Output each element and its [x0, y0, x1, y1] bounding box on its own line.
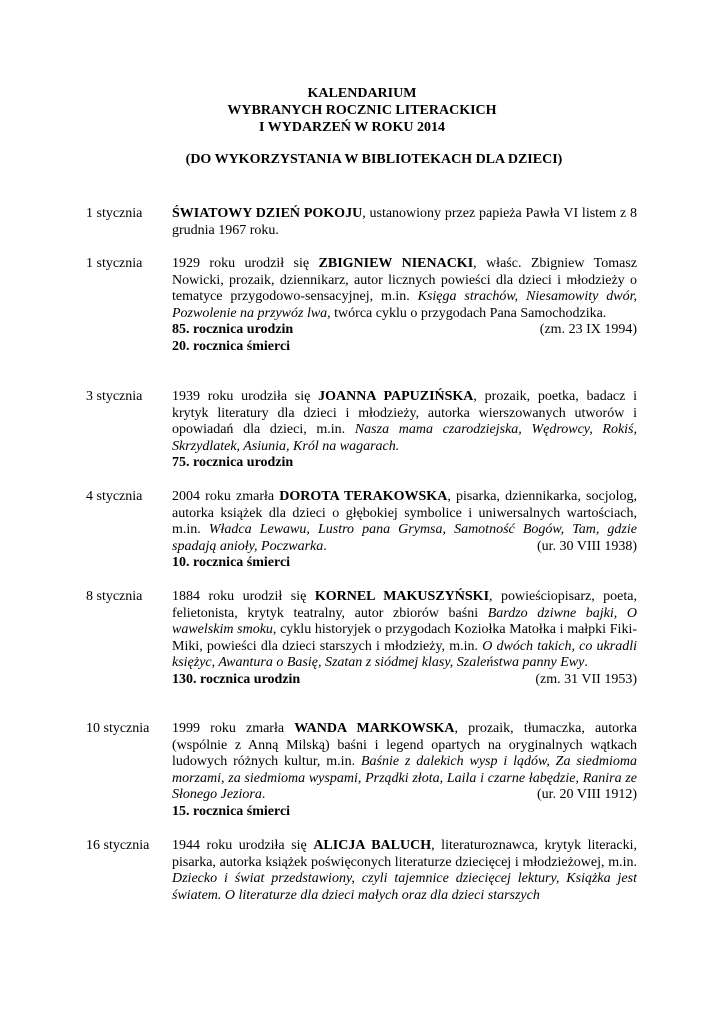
- entry-date: 4 stycznia: [86, 489, 143, 504]
- entry-date: 16 stycznia: [86, 838, 150, 853]
- entry-date: 1 stycznia: [86, 206, 143, 221]
- entry-name: WANDA MARKOWSKA: [294, 721, 455, 736]
- entry-name: DOROTA TERAKOWSKA: [279, 489, 448, 504]
- anniversary-label: 130. rocznica urodzin: [172, 671, 301, 687]
- entry-description: , literaturoznawca, krytyk literacki, pisarka, autorka książek poświęconych literaturze dziecięcej i młodzieżowej, m.in.: [172, 838, 637, 870]
- entry-date: 3 stycznia: [86, 389, 143, 404]
- entry-life-dates: (zm. 23 IX 1994): [539, 322, 637, 338]
- entry-intro: 1944 roku urodziła się: [172, 838, 314, 853]
- entry-name: ZBIGNIEW NIENACKI: [318, 256, 474, 271]
- entry-description: , właśc. Zbigniew Tomasz Nowicki, prozaik, dziennikarz, autor licznych powieści dla dzieci i młodzieży o tematyce przygodowo-sensacyjnej, m.in.: [172, 256, 637, 305]
- entry-intro: 1929 roku urodził się: [172, 256, 319, 271]
- entry-life-dates: (zm. 31 VII 1953): [535, 671, 637, 687]
- entry-works: Baśnie z dalekich wysp i lądów, Za siedmioma morzami, za siedmioma wyspami, Prządki złota, Laila i czarne łabędzie, Ranira ze Słonego Jeziora: [172, 754, 638, 803]
- entry-text: [172, 589, 637, 689]
- anniversary-label: 15. rocznica śmierci: [172, 803, 291, 819]
- entry-date: 10 stycznia: [86, 721, 150, 736]
- entry-works-2: O dwóch takich, co ukradli księżyc, Awantura o Basię, Szatan z siódmej klasy, Szaleństwa panny Ewy: [172, 638, 637, 671]
- entry-description: , prozaik, tłumaczka, autorka (wspólnie z Anną Milską) baśni i legend opartych na oryginalnych wątkach ludowych różnych kultur, m.in.: [172, 721, 637, 770]
- entry-name: JOANNA PAPUZIŃSKA: [318, 389, 474, 404]
- entry-intro: 1939 roku urodziła się: [172, 389, 319, 404]
- entry-text: [172, 489, 637, 572]
- anniversary-label: 75. rocznica urodzin: [172, 455, 294, 471]
- entry-life-dates: (ur. 20 VIII 1912): [536, 787, 637, 803]
- entry-description: , pisarka, dziennikarka, socjolog, autorka książek dla dzieci o głębokiej symbolice i uniwersalnych wartościach, m.in.: [172, 489, 638, 538]
- entry-description: , powieściopisarz, poeta, felietonista, krytyk teatralny, autor zbiorów baśni: [172, 589, 637, 621]
- entry-date: 1 stycznia: [86, 256, 143, 271]
- entry-text: [172, 838, 637, 904]
- entry-name: ŚWIATOWY DZIEŃ POKOJU: [172, 206, 363, 221]
- entry-text: [172, 206, 637, 239]
- entry-name: KORNEL MAKUSZYŃSKI: [314, 589, 490, 604]
- entry-intro: 2004 roku zmarła: [172, 489, 280, 504]
- anniversary-label: 20. rocznica śmierci: [172, 338, 291, 354]
- title-line-3: I WYDARZEŃ W ROKU 2014: [259, 120, 445, 135]
- entry-name: ALICJA BALUCH: [313, 838, 432, 853]
- entry-description: , ustanowiony przez papieża Pawła VI listem z 8 grudnia 1967 roku.: [172, 206, 637, 238]
- entry-description: , prozaik, poetka, badacz i krytyk literatury dla dzieci i młodzieży, autorka wierszowanych utworów i opowiadań dla dzieci, m.in.: [172, 389, 637, 438]
- entry-works: Księga strachów, Niesamowity dwór, Pozwolenie na przywóz lwa,: [172, 289, 637, 321]
- title-line-1: KALENDARIUM: [307, 86, 417, 101]
- entry-date: 8 stycznia: [86, 589, 143, 604]
- entry-life-dates: (ur. 30 VIII 1938): [536, 538, 637, 554]
- entry-description-2: , cyklu historyjek o przygodach Koziołka Matołka i małpki Fiki-Miki, powieści dla dzieci starszych i młodzieży, m.in.: [172, 622, 637, 654]
- entry-description-3: .: [584, 655, 588, 671]
- entry-works: Dziecko i świat przedstawiony, czyli tajemnice dziecięcej lektury, Książka jest światem. O literaturze dla dzieci małych oraz dla dzieci starszych: [172, 871, 637, 903]
- entry-text: [172, 256, 637, 356]
- entry-intro: 1884 roku urodził się: [172, 589, 315, 604]
- entry-text: [172, 389, 637, 472]
- anniversary-label: 85. rocznica urodzin: [172, 322, 294, 338]
- entry-intro: 1999 roku zmarła: [172, 721, 295, 736]
- entry-works: Bardzo dziwne bajki, O wawelskim smoku: [172, 605, 637, 638]
- entry-text: [172, 721, 637, 821]
- entry-description-2: twórca cyklu o przygodach Pana Samochodzika.: [330, 305, 607, 321]
- title-line-2: WYBRANYCH ROCZNIC LITERACKICH: [227, 103, 497, 118]
- entry-description-2: .: [323, 538, 327, 554]
- subtitle: (DO WYKORZYSTANIA W BIBLIOTEKACH DLA DZIECI): [185, 152, 563, 167]
- anniversary-label: 10. rocznica śmierci: [172, 555, 291, 571]
- entry-works: Nasza mama czarodziejska, Wędrowcy, Rokiś, Skrzydlatek, Asiunia, Król na wagarach.: [172, 422, 637, 454]
- entry-works: Władca Lewawu, Lustro pana Grymsa, Samotność Bogów, Tam, gdzie spadają anioły, Poczwarka: [172, 522, 637, 554]
- entry-description-2: .: [261, 787, 266, 803]
